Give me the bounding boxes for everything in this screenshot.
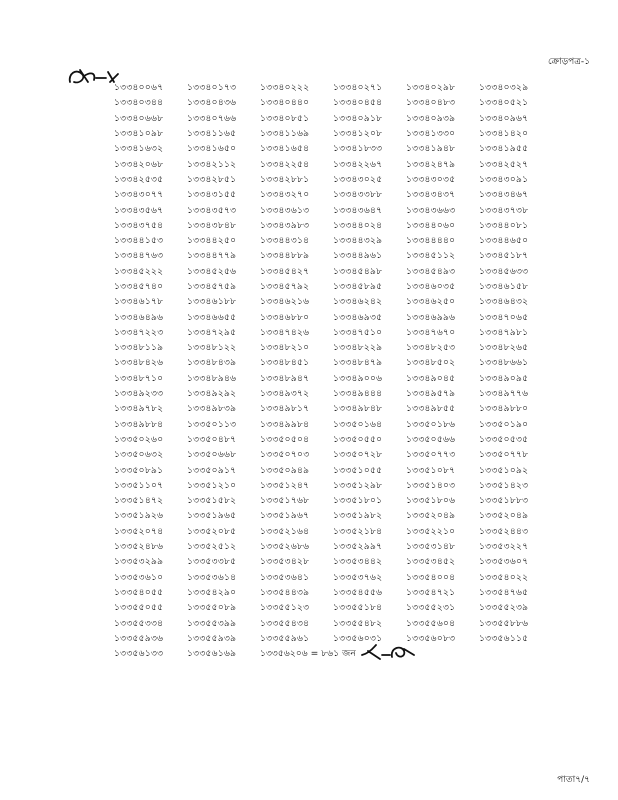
roll-number-cell: ১৩৩৫১৪০৩ (406, 479, 456, 491)
roll-number-cell: ১৩৩৪২৫২৭ (479, 158, 529, 170)
roll-number-cell: ১৩৩৪৩৫৭৩ (187, 204, 237, 216)
roll-number-cell: ১৩৩৪৩২৭০ (260, 189, 310, 201)
roll-number-cell: ১৩৩৫১৪২৩ (479, 479, 529, 491)
roll-number-cell: ১৩৩৪২৪৭৯ (406, 158, 456, 170)
roll-number-cell: ১৩৩৪৮৪৭৯ (333, 357, 383, 369)
roll-number-cell: ১৩৩৪৮৫০২ (406, 357, 456, 369)
table-row (114, 478, 552, 493)
roll-number-cell: ১৩৩৫২০৪৯ (479, 510, 529, 522)
table-row (114, 309, 552, 324)
roll-number-cell: ১৩৩৫০১৮৬ (406, 418, 456, 430)
roll-number-cell: ১৩৩৪৯৮৮৪ (114, 418, 164, 430)
table-row (114, 202, 552, 217)
roll-number-cell: ১৩৩৪৫৪২৭ (260, 265, 310, 277)
roll-number-cell: ১৩৩৪১৪২০ (479, 128, 529, 140)
roll-number-cell: ১৩৩৪৭৯৮১ (479, 326, 529, 338)
roll-number-cell: ১৩৩৪২৫৩৫ (114, 173, 164, 185)
roll-number-cell: ১৩৩৫১৯৬৭ (260, 510, 310, 522)
roll-number-cell: ১৩৩৫৩৭৬২ (333, 571, 383, 583)
roll-number-cell: ১৩৩৪১৩৩০ (406, 128, 456, 140)
roll-number-cell: ১৩৩৫০৯৪৯ (260, 464, 310, 476)
roll-number-cell: ১৩৩৪৪৩১৪ (260, 235, 310, 247)
table-row (114, 218, 552, 233)
table-row (114, 95, 552, 110)
total-count-text: ১৩৩৫৬২০৬ = ৮৬১ জন (260, 648, 356, 660)
roll-number-cell: ১৩৩৪৭৪২৬ (260, 326, 310, 338)
roll-number-cell: ১৩৩৪৯২৩৩ (114, 388, 164, 400)
table-row (114, 554, 552, 569)
roll-number-cell: ১৩৩৫০১৯০ (479, 418, 529, 430)
roll-number-cell: ১৩৩৪০৯৬৭ (479, 112, 529, 124)
roll-number-cell: ১৩৩৪৪০৬০ (406, 219, 456, 231)
roll-number-cell: ১৩৩৫৪৪৩৯ (260, 586, 310, 598)
roll-number-cell: ১৩৩৪৫৪৯৩ (406, 265, 456, 277)
roll-number-cell: ১৩৩৪৪০৮১ (479, 219, 529, 231)
roll-number-cell: ১৩৩৪০৮৫১ (260, 112, 310, 124)
roll-number-cell: ১৩৩৪৭২৯৫ (187, 326, 237, 338)
roll-number-cell: ১৩৩৫১৯২৬ (114, 510, 164, 522)
roll-number-cell: ১৩৩৫৫১২৩ (260, 602, 310, 614)
roll-number-cell: ১৩৩৪৭২২৩ (114, 326, 164, 338)
table-row (114, 524, 552, 539)
roll-number-cell: ১৩৩৪৩৮৪৮ (187, 219, 237, 231)
roll-number-cell: ১৩৩৫১৪৭২ (114, 495, 164, 507)
roll-number-cell: ১৩৩৫০৯১৭ (187, 464, 237, 476)
roll-number-cell: ১৩৩৪৮৬৬১ (479, 357, 529, 369)
roll-number-cell: ১৩৩৪৯৮৮০ (479, 403, 529, 415)
roll-number-cell: ১৩৩৫১৭৬৮ (260, 495, 310, 507)
roll-number-cell: ১৩৩৫১০৫৫ (333, 464, 383, 476)
roll-number-cell: ১৩৩৪৭৬৭০ (406, 326, 456, 338)
roll-number-cell: ১৩৩৪২০৬৮ (114, 158, 164, 170)
roll-number-cell: ১৩৩৪০৪৮৩ (406, 97, 456, 109)
roll-number-cell: ১৩৩৪৩০২৫ (333, 173, 383, 185)
roll-number-cell: ১৩৩৫০৬৬৮ (187, 449, 237, 461)
roll-number-cell: ১৩৩৫৫২৩১ (406, 602, 456, 614)
roll-number-cell: ১৩৩৪৮৯৪৬ (187, 372, 237, 384)
roll-number-cell: ১৩৩৫০৮৯১ (114, 464, 164, 476)
roll-number-cell: ১৩৩৪৬০৩৫ (406, 281, 456, 292)
roll-number-cell: ১৩৩৪৯৮৫৫ (406, 403, 456, 415)
roll-number-cell: ১৩৩৪২১১২ (187, 158, 237, 170)
roll-number-cell: ১৩৩৫৫৯৬১ (260, 632, 310, 644)
roll-number-cell: ১৩৩৫৩৩৮৫ (187, 556, 237, 568)
roll-number-cell: ১৩৩৪৯২৯২ (187, 388, 237, 400)
roll-number-cell: ১৩৩৫২১৬৪ (260, 525, 310, 537)
table-row (114, 325, 552, 340)
roll-number-cell: ১৩৩৫০৫৩৫ (479, 433, 529, 445)
roll-number-cell: ১৩৩৪২২৫৪ (260, 158, 310, 170)
table-row (114, 493, 552, 508)
roll-number-cell: ১৩৩৫১০৮৭ (406, 464, 456, 476)
annex-label: ক্রোড়পত্র-১ (547, 57, 590, 67)
roll-number-cell: ১৩৩৪১২০৮ (333, 128, 383, 140)
roll-number-cell: ১৩৩৪৯৭৭৬ (479, 388, 529, 400)
table-row (114, 539, 552, 554)
roll-number-cell: ১৩৩৪৬৪৯৬ (114, 311, 164, 323)
roll-number-cell: ১৩৩৫৫২৩৯ (479, 602, 529, 614)
roll-number-cell: ১৩৩৪৩৫৬৭ (114, 204, 164, 216)
roll-number-cell: ১৩৩৪০৩৪৪ (114, 97, 164, 109)
roll-number-cell: ১৩৩৫১৮০৬ (406, 495, 456, 507)
roll-number-cell: ১৩৩৪৬৪৩২ (479, 296, 529, 308)
table-row (114, 570, 552, 585)
roll-number-cell: ১৩৩৫০৭০৩ (260, 449, 310, 461)
roll-number-cell: ১৩৩৪৭৫১০ (333, 326, 383, 338)
table-row (114, 248, 552, 263)
table-row (114, 371, 552, 386)
roll-number-cell: ১৩৩৪৮২৫৩ (406, 342, 456, 354)
roll-number-cell: ১৩৩৫২৪৮৬ (114, 541, 164, 553)
page-number: পাতা৭/৭ (557, 775, 590, 785)
roll-number-cell: ১৩৩৪৬৯৯৬ (406, 311, 456, 323)
roll-number-cell: ১৩৩৫৬০৮৩ (406, 632, 456, 644)
roll-number-cell: ১৩৩৪৩৬৪৭ (333, 204, 383, 216)
roll-number-cell: ১৩৩৫৩২২৭ (479, 541, 529, 553)
roll-number-cell: ১৩৩৪২৮৫১ (187, 173, 237, 185)
roll-number-cell: ১৩৩৪৩৪৬৭ (479, 189, 529, 201)
roll-number-cell: ১৩৩৪৬১৭৮ (114, 296, 164, 308)
roll-number-cell: ১৩৩৪৪০২৪ (333, 219, 383, 231)
roll-number-cell: ১৩৩৪৪২৫০ (187, 235, 237, 247)
roll-number-cell: ১৩৩৫০১৬৪ (333, 418, 383, 430)
roll-number-cell: ১৩৩৪৮৭১০ (114, 372, 164, 384)
roll-number-cell: ১৩৩৫৩৪২৮ (260, 556, 310, 568)
roll-number-cell: ১৩৩৫৩৬১৪ (187, 571, 237, 583)
roll-number-cell: ১৩৩৫৩২৯৯ (114, 556, 164, 568)
roll-number-cell: ১৩৩৪০৩২৯ (479, 82, 529, 94)
roll-number-cell: ১৩৩৪৩৯৮৩ (260, 219, 310, 231)
roll-number-cell: ১৩৩৪৫৮৯৫ (333, 281, 383, 292)
total-count (260, 643, 416, 664)
table-row (114, 156, 552, 171)
roll-number-cell: ১৩৩৪৯৩৭২ (260, 388, 310, 400)
roll-number-cell: ১৩৩৪৪৬৫০ (479, 235, 529, 247)
table-row (114, 187, 552, 202)
table-row (114, 355, 552, 370)
roll-number-cell: ১৩৩৪০২৯৮ (406, 82, 456, 94)
roll-number-cell: ১৩৩৪৩৭৫৪ (114, 219, 164, 231)
table-row-last (114, 646, 552, 661)
roll-number-cell: ১৩৩৪৯৮৩৯ (187, 403, 237, 415)
table-row (114, 615, 552, 630)
roll-number-cell: ১৩৩৪০৭৬৬ (187, 112, 237, 124)
roll-number-cell: ১৩৩৪৬১৮৮ (187, 296, 237, 308)
roll-number-cell: ১৩৩৫১২৯৮ (333, 479, 383, 491)
roll-number-cell: ১৩৩৫৫৪৮২ (333, 617, 383, 629)
roll-number-cell: ১৩৩৪৪৭৭৯ (187, 250, 237, 262)
roll-number-cell: ১৩৩৪০৬৬৮ (114, 112, 164, 124)
roll-number-cell: ১৩৩৪০২৭১ (333, 82, 383, 94)
roll-number-cell: ১৩৩৪১০৯৮ (114, 128, 164, 140)
roll-number-cell: ১৩৩৪৩৭৩৮ (479, 204, 529, 216)
roll-number-cell: ১৩৩৫৩১৪৮ (406, 541, 456, 553)
roll-number-cell: ১৩৩৪৩১৫৫ (187, 189, 237, 201)
table-row (114, 401, 552, 416)
table-row (114, 447, 552, 462)
roll-number-cell: ১৩৩৪৭০৬৫ (479, 311, 529, 323)
table-row (114, 386, 552, 401)
roll-number-cell: ১৩৩৪১১৬৫ (187, 128, 237, 140)
table-row (114, 111, 552, 126)
roll-number-cell: ১৩৩৪৫৭৫৯ (187, 281, 237, 292)
roll-number-cell: ১৩৩৪৫২২২ (114, 265, 164, 277)
roll-number-cell: ১৩৩৫৪২৯০ (187, 586, 237, 598)
table-row (114, 126, 552, 141)
roll-number-cell: ১৩৩৪৫১৮৭ (479, 250, 529, 262)
roll-number-cell: ১৩৩৪৩০৭৭ (114, 189, 164, 201)
table-row (114, 279, 552, 294)
roll-number-cell: ১৩৩৪৯৪৪৪ (333, 388, 383, 400)
roll-number-cell: ১৩৩৪০৯১৮ (333, 112, 383, 124)
roll-number-cell: ১৩৩৪৩৩৮৮ (333, 189, 383, 201)
roll-number-cell: ১৩৩৫৬১৩৩ (114, 648, 164, 660)
roll-number-cell: ১৩৩৪১৬৫০ (187, 143, 237, 155)
roll-number-cell: ১৩৩৫১৯৬৫ (187, 510, 237, 522)
roll-number-cell: ১৩৩৫৫৬০৪ (406, 617, 456, 629)
roll-number-cell: ১৩৩৫২২১০ (406, 525, 456, 537)
roll-number-cell: ১৩৩৫৫০৫৫ (114, 602, 164, 614)
roll-number-cell: ১৩৩৪৬৮৮০ (260, 311, 310, 323)
roll-number-cell: ১৩৩৫১১০৭ (114, 479, 164, 491)
roll-number-cell: ১৩৩৪১৬৩২ (114, 143, 164, 155)
roll-number-cell: ১৩৩৪৬১৫৮ (479, 281, 529, 292)
roll-number-cell: ১৩৩৪৯০৯৫ (479, 372, 529, 384)
roll-number-cell: ১৩৩৪৫৭৯২ (260, 281, 310, 292)
roll-number-cell: ১৩৩৪৯৭৮২ (114, 403, 164, 415)
roll-number-cell: ১৩৩৫০৫০৪ (260, 433, 310, 445)
table-row (114, 600, 552, 615)
roll-number-cell: ১৩৩৪৫৪৯৮ (333, 265, 383, 277)
table-row (114, 172, 552, 187)
table-row (114, 508, 552, 523)
roll-number-cell: ১৩৩৪৯৯৮৪ (260, 418, 310, 430)
roll-number-cell: ১৩৩৫০৬৩২ (114, 449, 164, 461)
table-row (114, 462, 552, 477)
table-row (114, 294, 552, 309)
roll-number-cell: ১৩৩৪৪৩২৯ (333, 235, 383, 247)
roll-number-cell: ১৩৩৫৩৪৪২ (333, 556, 383, 568)
roll-number-cell: ১৩৩৪৩০৩৫ (406, 173, 456, 185)
roll-number-cell: ১৩৩৪৯০০৬ (333, 372, 383, 384)
roll-number-cell: ১৩৩৪৮৪৫১ (260, 357, 310, 369)
roll-number-cell: ১৩৩৫১৯৮২ (333, 510, 383, 522)
roll-number-cell: ১৩৩৪০৪৩৬ (187, 97, 237, 109)
roll-number-cell: ১৩৩৪৮১২২ (187, 342, 237, 354)
roll-number-cell: ১৩৩৫২১৮৪ (333, 525, 383, 537)
roll-number-cell: ১৩৩৪১১৬৯ (260, 128, 310, 140)
roll-number-cell: ১৩৩৪৬২৪২ (333, 296, 383, 308)
roll-number-cell: ১৩৩৫২৪৪৩ (479, 525, 529, 537)
roll-number-cell: ১৩৩৪৩০৯১ (479, 173, 529, 185)
roll-number-cell: ১৩৩৫২০৪৯ (406, 510, 456, 522)
roll-number-cell: ১৩৩৫১৮০১ (333, 495, 383, 507)
roll-number-cell: ১৩৩৫০৭২৮ (333, 449, 383, 461)
roll-number-cell: ১৩৩৪১৯৪৮ (406, 143, 456, 155)
table-row (114, 585, 552, 600)
roll-number-cell: ১৩৩৪০৯৩৯ (406, 112, 456, 124)
roll-number-cell: ১৩৩৫৩৬০৭ (479, 556, 529, 568)
roll-number-cell: ১৩৩৪৮২৬৫ (479, 342, 529, 354)
roll-number-cell: ১৩৩৫১৫৮২ (187, 495, 237, 507)
roll-number-cell: ১৩৩৫১৮৮৩ (479, 495, 529, 507)
roll-number-cell: ১৩৩৫০২৬০ (114, 433, 164, 445)
roll-number-cell: ১৩৩৫২৯৯৭ (333, 541, 383, 553)
roll-number-cell: ১৩৩৫৪৭৬৫ (479, 586, 529, 598)
roll-number-cell: ১৩৩৪৮২১০ (260, 342, 310, 354)
roll-number-cell: ১৩৩৫৩৪৫২ (406, 556, 456, 568)
roll-number-cell: ১৩৩৫৪০০৪ (406, 571, 456, 583)
table-row (114, 432, 552, 447)
roll-number-cell: ১৩৩৫২০৮৫ (187, 525, 237, 537)
table-row (114, 264, 552, 279)
roll-number-cell: ১৩৩৫০৫৫০ (333, 433, 383, 445)
roll-number-cell: ১৩৩৫০৭৭৩ (406, 449, 456, 461)
roll-number-cell: ১৩৩৪৬২৫০ (406, 296, 456, 308)
roll-number-cell: ১৩৩৫৩৬৪১ (260, 571, 310, 583)
roll-number-cell: ১৩৩৪০০৬৭ (114, 82, 164, 94)
roll-number-cell: ১৩৩৪৪১৫৩ (114, 235, 164, 247)
roll-number-cell: ১৩৩৫০৫৬৬ (406, 433, 456, 445)
roll-number-cell: ১৩৩৪১৯৫৫ (479, 143, 529, 155)
table-row (114, 80, 552, 95)
roll-number-cell: ১৩৩৪৫২৫৬ (187, 265, 237, 277)
roll-number-cell: ১৩৩৫৫১৮৪ (333, 602, 383, 614)
roll-number-cell: ১৩৩৫৪০৫৫ (114, 586, 164, 598)
roll-number-cell: ১৩৩৪৪৯৬১ (333, 250, 383, 262)
roll-number-cell: ১৩৩৫৫৩৯৯ (187, 617, 237, 629)
roll-number-cell: ১৩৩৪৩৬৬৩ (406, 204, 456, 216)
roll-number-cell: ১৩৩৪৫৬৩৩ (479, 265, 529, 277)
roll-number-cell: ১৩৩৪৫১১২ (406, 250, 456, 262)
table-row (114, 233, 552, 248)
roll-number-cell: ১৩৩৪৪৮৮৯ (260, 250, 310, 262)
roll-number-cell: ১৩৩৫৫৪৩৪ (260, 617, 310, 629)
roll-number-cell: ১৩৩৫৪০২২ (479, 571, 529, 583)
roll-number-cell: ১৩৩৪২২৬৭ (333, 158, 383, 170)
roll-number-cell: ১৩৩৫৬০৩১ (333, 632, 383, 644)
table-row (114, 417, 552, 432)
roll-number-cell: ১৩৩৪৮১১৯ (114, 342, 164, 354)
roll-number-cell: ১৩৩৫৬১১৫ (479, 632, 529, 644)
roll-number-cell: ১৩৩৫০১১৩ (187, 418, 237, 430)
roll-number-cell: ১৩৩৫০৭৭৮ (479, 449, 529, 461)
roll-number-cell: ১৩৩৪৬২১৬ (260, 296, 310, 308)
roll-number-cell: ১৩৩৪৯৮৪৮ (333, 403, 383, 415)
roll-number-cell: ১৩৩৫২৫১২ (187, 541, 237, 553)
roll-number-cell: ১৩৩৪২৮৮১ (260, 173, 310, 185)
roll-number-cell: ১৩৩৫১২১০ (187, 479, 237, 491)
roll-number-cell: ১৩৩৫৫০৮৯ (187, 602, 237, 614)
roll-number-cell: ১৩৩৫৩৬১০ (114, 571, 164, 583)
roll-number-cell: ১৩৩৪৩৬১৩ (260, 204, 310, 216)
roll-number-cell: ১৩৩৫৫৯৩৬ (114, 632, 164, 644)
roll-number-cell: ১৩৩৪৬৯৩৫ (333, 311, 383, 323)
roll-number-cell: ১৩৩৪৮৪২৬ (114, 357, 164, 369)
roll-number-cell: ১৩৩৪৮৯৪৭ (260, 372, 310, 384)
roll-number-cell: ১৩৩৫২০৭৪ (114, 525, 164, 537)
roll-number-cell: ১৩৩৪০১৭৩ (187, 82, 237, 94)
roll-number-cell: ১৩৩৫৪৫৫৬ (333, 586, 383, 598)
roll-number-table (114, 80, 552, 661)
roll-number-cell: ১৩৩৫১০৯২ (479, 464, 529, 476)
roll-number-cell: ১৩৩৫৫৯৩৯ (187, 632, 237, 644)
roll-number-cell: ১৩৩৫৪৭২১ (406, 586, 456, 598)
roll-number-cell: ১৩৩৫২৬৮৬ (260, 541, 310, 553)
roll-number-cell: ১৩৩৪৫৭৪০ (114, 281, 164, 292)
roll-number-cell: ১৩৩৫৬১৬৯ (187, 648, 237, 660)
roll-number-cell: ১৩৩৪০২২২ (260, 82, 310, 94)
roll-number-cell: ১৩৩৪১৬৫৪ (260, 143, 310, 155)
roll-number-cell: ১৩৩৪১৮৩৩ (333, 143, 383, 155)
roll-number-cell: ১৩৩৪৬৬৫৫ (187, 311, 237, 323)
roll-number-cell: ১৩৩৫০৪৮৭ (187, 433, 237, 445)
roll-number-cell: ১৩৩৫১২৪৭ (260, 479, 310, 491)
roll-number-cell: ১৩৩৪৮৪৩৯ (187, 357, 237, 369)
roll-number-cell: ১৩৩৪৪৭৬৩ (114, 250, 164, 262)
roll-number-cell: ১৩৩৪৮২২৯ (333, 342, 383, 354)
roll-number-cell: ১৩৩৪০৫২১ (479, 97, 529, 109)
roll-number-cell: ১৩৩৪৪৪৪০ (406, 235, 456, 247)
roll-number-cell: ১৩৩৪০৪৫৪ (333, 97, 383, 109)
roll-number-cell: ১৩৩৪০৪৪০ (260, 97, 310, 109)
roll-number-cell: ১৩৩৫৫৩৩৪ (114, 617, 164, 629)
signature-top (66, 66, 120, 92)
roll-number-cell: ১৩৩৫৫৮৮৬ (479, 617, 529, 629)
roll-number-cell: ১৩৩৪৯৮১৭ (260, 403, 310, 415)
table-row (114, 340, 552, 355)
signature-bottom (360, 643, 416, 664)
roll-number-cell: ১৩৩৪৯০৪৫ (406, 372, 456, 384)
table-row (114, 141, 552, 156)
roll-number-cell: ১৩৩৪৩৪৩৭ (406, 189, 456, 201)
roll-number-cell: ১৩৩৪৯৫৭৯ (406, 388, 456, 400)
